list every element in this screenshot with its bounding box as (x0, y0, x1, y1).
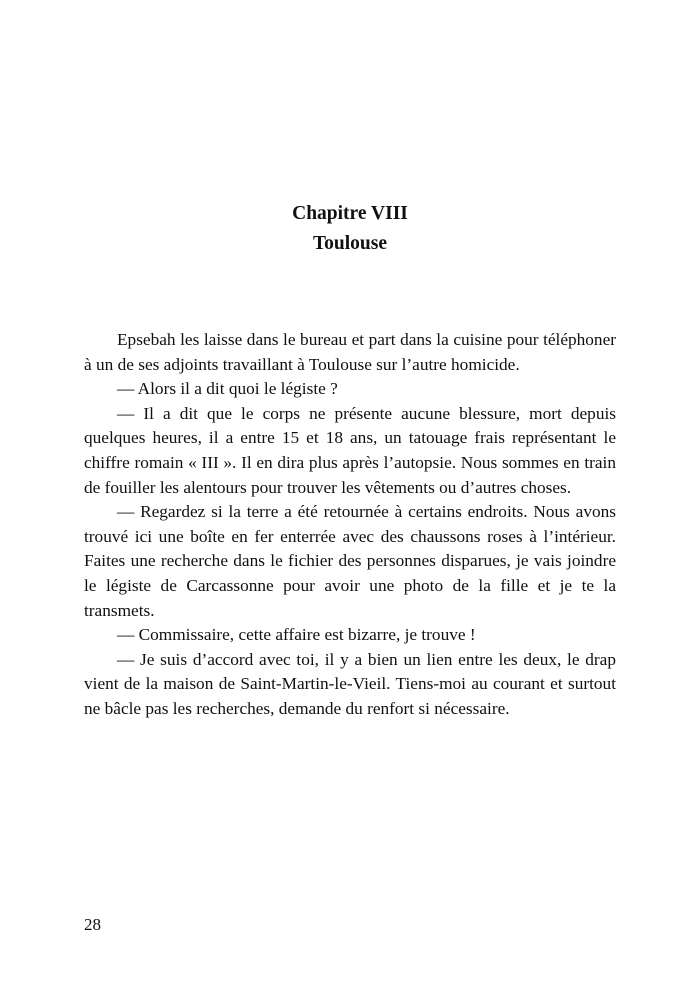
chapter-body (84, 328, 616, 722)
chapter-number: Chapitre VIII (292, 203, 408, 224)
dialogue-line: — Commissaire, cette affaire est bizarre, je trouve ! (117, 625, 476, 645)
paragraph: Epsebah les laisse dans le bureau et part dans la cuisine pour téléphoner à un de ses adjoints travaillant à Toulouse sur l’autre homicide. (84, 330, 616, 374)
page-number: 28 (84, 915, 101, 934)
chapter-heading (0, 199, 700, 259)
dialogue-line: — Alors il a dit quoi le légiste ? (117, 379, 338, 399)
dialogue-line: — Je suis d’accord avec toi, il y a bien un lien entre les deux, le drap vient de la maison de Saint-Martin-le-Vieil. Tiens-moi au courant et surtout ne bâcle pas les recherches, demande du renfort si nécessaire. (84, 649, 616, 718)
dialogue-line: — Regardez si la terre a été retournée à certains endroits. Nous avons trouvé ici une boîte en fer enterrée avec des chaussons roses à l’intérieur. Faites une recherche dans le fichier des personnes disparues, je vais joindre le légiste de Carcassonne pour avoir une photo de la fille et je te la transmets. (84, 502, 616, 620)
dialogue-line: — Il a dit que le corps ne présente aucune blessure, mort depuis quelques heures, il a entre 15 et 18 ans, un tatouage frais représentant le chiffre romain « III ». Il en dira plus après l’autopsie. Nous sommes en train de fouiller les alentours pour trouver les vêtements ou d’autres choses. (84, 403, 616, 497)
chapter-title: Toulouse (312, 233, 388, 254)
